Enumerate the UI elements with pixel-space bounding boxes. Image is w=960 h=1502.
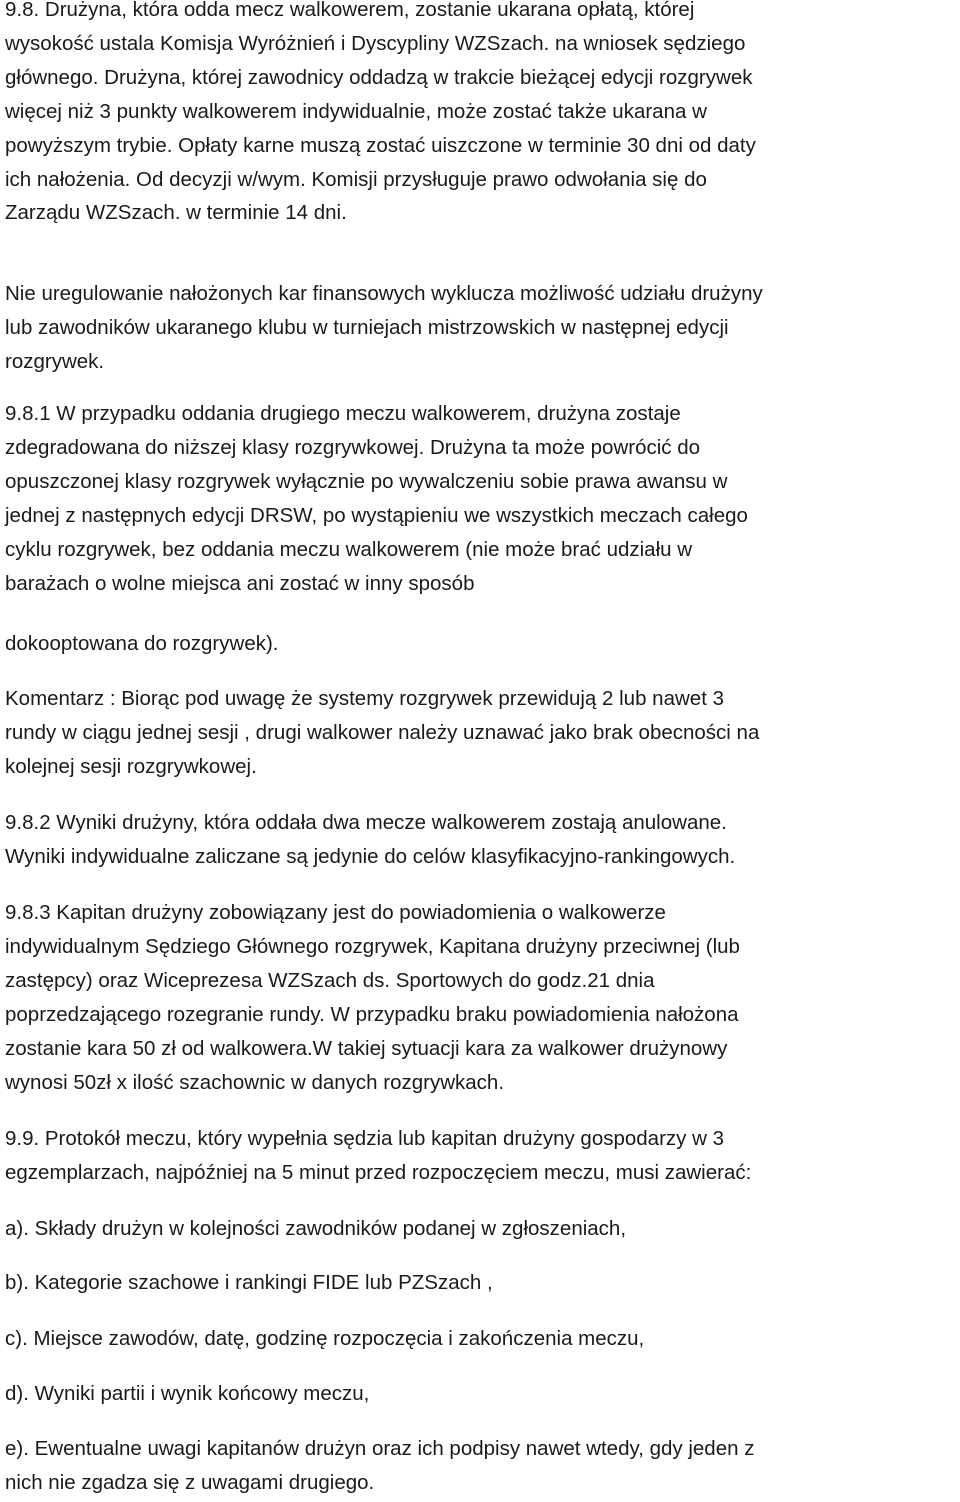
text-line: poprzedzającego rozegranie rundy. W przypadku braku powiadomienia nałożona <box>5 1002 739 1026</box>
text-line: nich nie zgadza się z uwagami drugiego. <box>5 1470 375 1494</box>
list-item-c <box>5 1322 644 1356</box>
text-line: zastępcy) oraz Wiceprezesa WZSzach ds. Sportowych do godz.21 dnia <box>5 968 655 992</box>
paragraph-9-8-3-captain-notification <box>5 896 740 1099</box>
list-item-a <box>5 1212 626 1246</box>
text-line: kolejnej sesji rozgrywkowej. <box>5 754 257 778</box>
text-line: 9.8.2 Wyniki drużyny, która oddała dwa mecze walkowerem zostają anulowane. <box>5 811 727 834</box>
text-line: lub zawodników ukaranego klubu w turniejach mistrzowskich w następnej edycji <box>5 315 729 339</box>
text-line: 9.9. Protokół meczu, który wypełnia sędzia lub kapitan drużyny gospodarzy w 3 <box>5 1127 725 1150</box>
text-line: 9.8.3 Kapitan drużyny zobowiązany jest do powiadomienia o walkowerze <box>5 901 666 924</box>
text-line: dokooptowana do rozgrywek). <box>5 632 279 655</box>
text-line: indywidualnym Sędziego Głównego rozgrywek, Kapitana drużyny przeciwnej (lub <box>5 934 740 958</box>
text-line: Wyniki indywidualne zaliczane są jedynie do celów klasyfikacyjno-rankingowych. <box>5 844 736 868</box>
text-line: a). Składy drużyn w kolejności zawodników podanej w zgłoszeniach, <box>5 1217 627 1240</box>
list-item-d <box>5 1377 369 1411</box>
paragraph-co-option <box>5 627 279 661</box>
text-line: Nie uregulowanie nałożonych kar finansowych wyklucza możliwość udziału drużyny <box>5 282 763 305</box>
text-line: głównego. Drużyna, której zawodnicy oddadzą w trakcie bieżącej edycji rozgrywek <box>5 65 753 89</box>
paragraph-comment <box>5 682 759 784</box>
text-line: wynosi 50zł x ilość szachownic w danych rozgrywkach. <box>5 1070 505 1094</box>
text-line: rozgrywek. <box>5 349 105 373</box>
paragraph-9-8-2-results-cancelled <box>5 806 735 874</box>
text-line: cyklu rozgrywek, bez oddania meczu walkowerem (nie może brać udziału w <box>5 537 693 561</box>
paragraph-unpaid-penalties <box>5 277 763 379</box>
text-line: Zarządu WZSzach. w terminie 14 dni. <box>5 201 347 225</box>
text-line: barażach o wolne miejsca ani zostać w inny sposób <box>5 571 475 595</box>
text-line: więcej niż 3 punkty walkowerem indywidualnie, może zostać także ukarana w <box>5 99 707 123</box>
text-line: ich nałożenia. Od decyzji w/wym. Komisji przysługuje prawo odwołania się do <box>5 167 707 191</box>
text-line: e). Ewentualne uwagi kapitanów drużyn oraz ich podpisy nawet wtedy, gdy jeden z <box>5 1437 755 1460</box>
text-line: wysokość ustala Komisja Wyróżnień i Dyscypliny WZSzach. na wniosek sędziego <box>5 31 746 55</box>
list-item-b <box>5 1266 493 1300</box>
text-line: jednej z następnych edycji DRSW, po wystąpieniu we wszystkich meczach całego <box>5 503 748 527</box>
text-line: 9.8. Drużyna, która odda mecz walkowerem, zostanie ukarana opłatą, której <box>5 0 695 21</box>
text-line: zdegradowana do niższej klasy rozgrywkowej. Drużyna ta może powrócić do <box>5 435 701 459</box>
paragraph-9-9-match-protocol <box>5 1122 751 1190</box>
text-line: zostanie kara 50 zł od walkowera.W takiej sytuacji kara za walkower drużynowy <box>5 1036 728 1060</box>
list-item-e <box>5 1432 754 1500</box>
text-line: powyższym trybie. Opłaty karne muszą zostać uiszczone w terminie 30 dni od daty <box>5 133 756 157</box>
text-line: opuszczonej klasy rozgrywek wyłącznie po wywalczeniu sobie prawa awansu w <box>5 469 728 493</box>
text-line: d). Wyniki partii i wynik końcowy meczu, <box>5 1382 370 1405</box>
text-line: c). Miejsce zawodów, datę, godzinę rozpoczęcia i zakończenia meczu, <box>5 1327 645 1350</box>
text-line: 9.8.1 W przypadku oddania drugiego meczu walkowerem, drużyna zostaje <box>5 402 681 425</box>
text-line: Komentarz : Biorąc pod uwagę że systemy rozgrywek przewidują 2 lub nawet 3 <box>5 687 724 710</box>
paragraph-9-8-1-relegation <box>5 397 748 600</box>
paragraph-9-8-walkover-penalty <box>5 0 756 230</box>
text-line: rundy w ciągu jednej sesji , drugi walkower należy uznawać jako brak obecności na <box>5 720 760 744</box>
text-line: b). Kategorie szachowe i rankingi FIDE lub PZSzach , <box>5 1271 493 1294</box>
text-line: egzemplarzach, najpóźniej na 5 minut przed rozpoczęciem meczu, musi zawierać: <box>5 1160 752 1184</box>
